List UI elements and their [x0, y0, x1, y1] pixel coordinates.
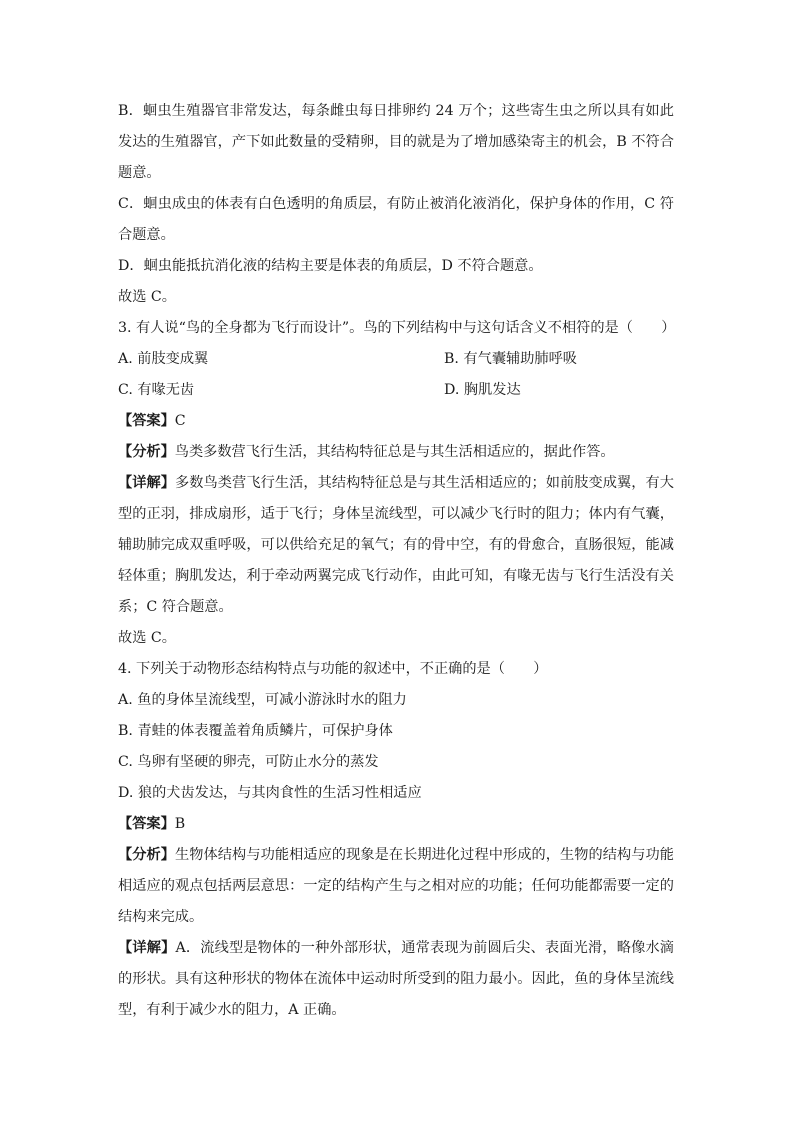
- q4-detail: [118, 933, 674, 1026]
- q3-option-c: C. 有喙无齿: [118, 382, 195, 398]
- q3-answer-tag: 【答案】: [118, 413, 175, 429]
- q4-stem: 4. 下列关于动物形态结构特点与功能的叙述中，不正确的是（ ）: [118, 661, 548, 677]
- q4-option-b: B. 青蛙的体表覆盖着角质鳞片，可保护身体: [118, 723, 393, 739]
- page-content: [118, 96, 674, 1026]
- q3-detail: [118, 468, 674, 623]
- q3-detail-tag: 【详解】: [118, 475, 176, 491]
- q4-detail-tag: 【详解】: [118, 940, 176, 956]
- q3-option-b: B. 有气囊辅助肺呼吸: [444, 351, 577, 367]
- q4-option-c: C. 鸟卵有坚硬的卵壳，可防止水分的蒸发: [118, 754, 379, 770]
- q3-options-row-2: [118, 375, 674, 406]
- q4-analysis-tag: 【分析】: [118, 847, 176, 863]
- q2-option-c-explanation: C．蛔虫成虫的体表有白色透明的角质层，有防止被消化液消化，保护身体的作用，C 符合题意。: [118, 196, 674, 243]
- q2-option-d-explanation: D．蛔虫能抵抗消化液的结构主要是体表的角质层，D 不符合题意。: [118, 258, 543, 274]
- q3-conclusion: 故选 C。: [118, 630, 176, 646]
- q3-option-a: A. 前肢变成翼: [118, 351, 209, 367]
- q3-stem: 3. 有人说“鸟的全身都为飞行而设计”。鸟的下列结构中与这句话含义不相符的是（ ）: [118, 320, 676, 336]
- q4-option-a: A. 鱼的身体呈流线型，可减小游泳时水的阻力: [118, 692, 407, 708]
- q3-analysis-text: 鸟类多数营飞行生活，其结构特征总是与其生活相适应的，据此作答。: [174, 444, 615, 460]
- q4-detail-text: A．流线型是物体的一种外部形状，通常表现为前圆后尖、表面光滑，略像水滴的形状。具有这种形状的物体在流体中运动时所受到的阻力最小。因此，鱼的身体呈流线型，有利于减少水的阻力，A 正确。: [118, 940, 674, 1018]
- q4-option-d: D. 狼的犬齿发达，与其肉食性的生活习性相适应: [118, 785, 422, 801]
- q3-analysis-tag: 【分析】: [118, 444, 175, 460]
- q3-options-row-1: [118, 344, 674, 375]
- q4-answer-line: [118, 809, 674, 840]
- q3-answer: C: [174, 413, 186, 429]
- q4-answer: B: [174, 816, 186, 832]
- q3-detail-text: 多数鸟类营飞行生活，其结构特征总是与其生活相适应的；如前肢变成翼，有大型的正羽，排成扇形，适于飞行；身体呈流线型，可以减少飞行时的阻力；体内有气囊，辅助肺完成双重呼吸，可以供给充足的氧气；有的骨中空，有的骨愈合，直肠很短，能减轻体重；胸肌发达，利于牵动两翼完成飞行动作，由此可知，有喙无齿与飞行生活没有关系；C 符合题意。: [118, 475, 674, 615]
- q3-answer-line: [118, 406, 674, 437]
- q3-option-d: D. 胸肌发达: [444, 382, 521, 398]
- q3-analysis: [118, 437, 674, 468]
- q4-answer-tag: 【答案】: [118, 816, 175, 832]
- q2-conclusion: 故选 C。: [118, 289, 176, 305]
- q4-analysis-text: 生物体结构与功能相适应的现象是在长期进化过程中形成的，生物的结构与功能相适应的观点包括两层意思：一定的结构产生与之相对应的功能；任何功能都需要一定的结构来完成。: [118, 847, 674, 925]
- q2-option-b-explanation: B．蛔虫生殖器官非常发达，每条雌虫每日排卵约 24 万个；这些寄生虫之所以具有如此发达的生殖器官，产下如此数量的受精卵，目的就是为了增加感染寄主的机会，B 不符合题意。: [118, 103, 674, 181]
- q4-analysis: [118, 840, 674, 933]
